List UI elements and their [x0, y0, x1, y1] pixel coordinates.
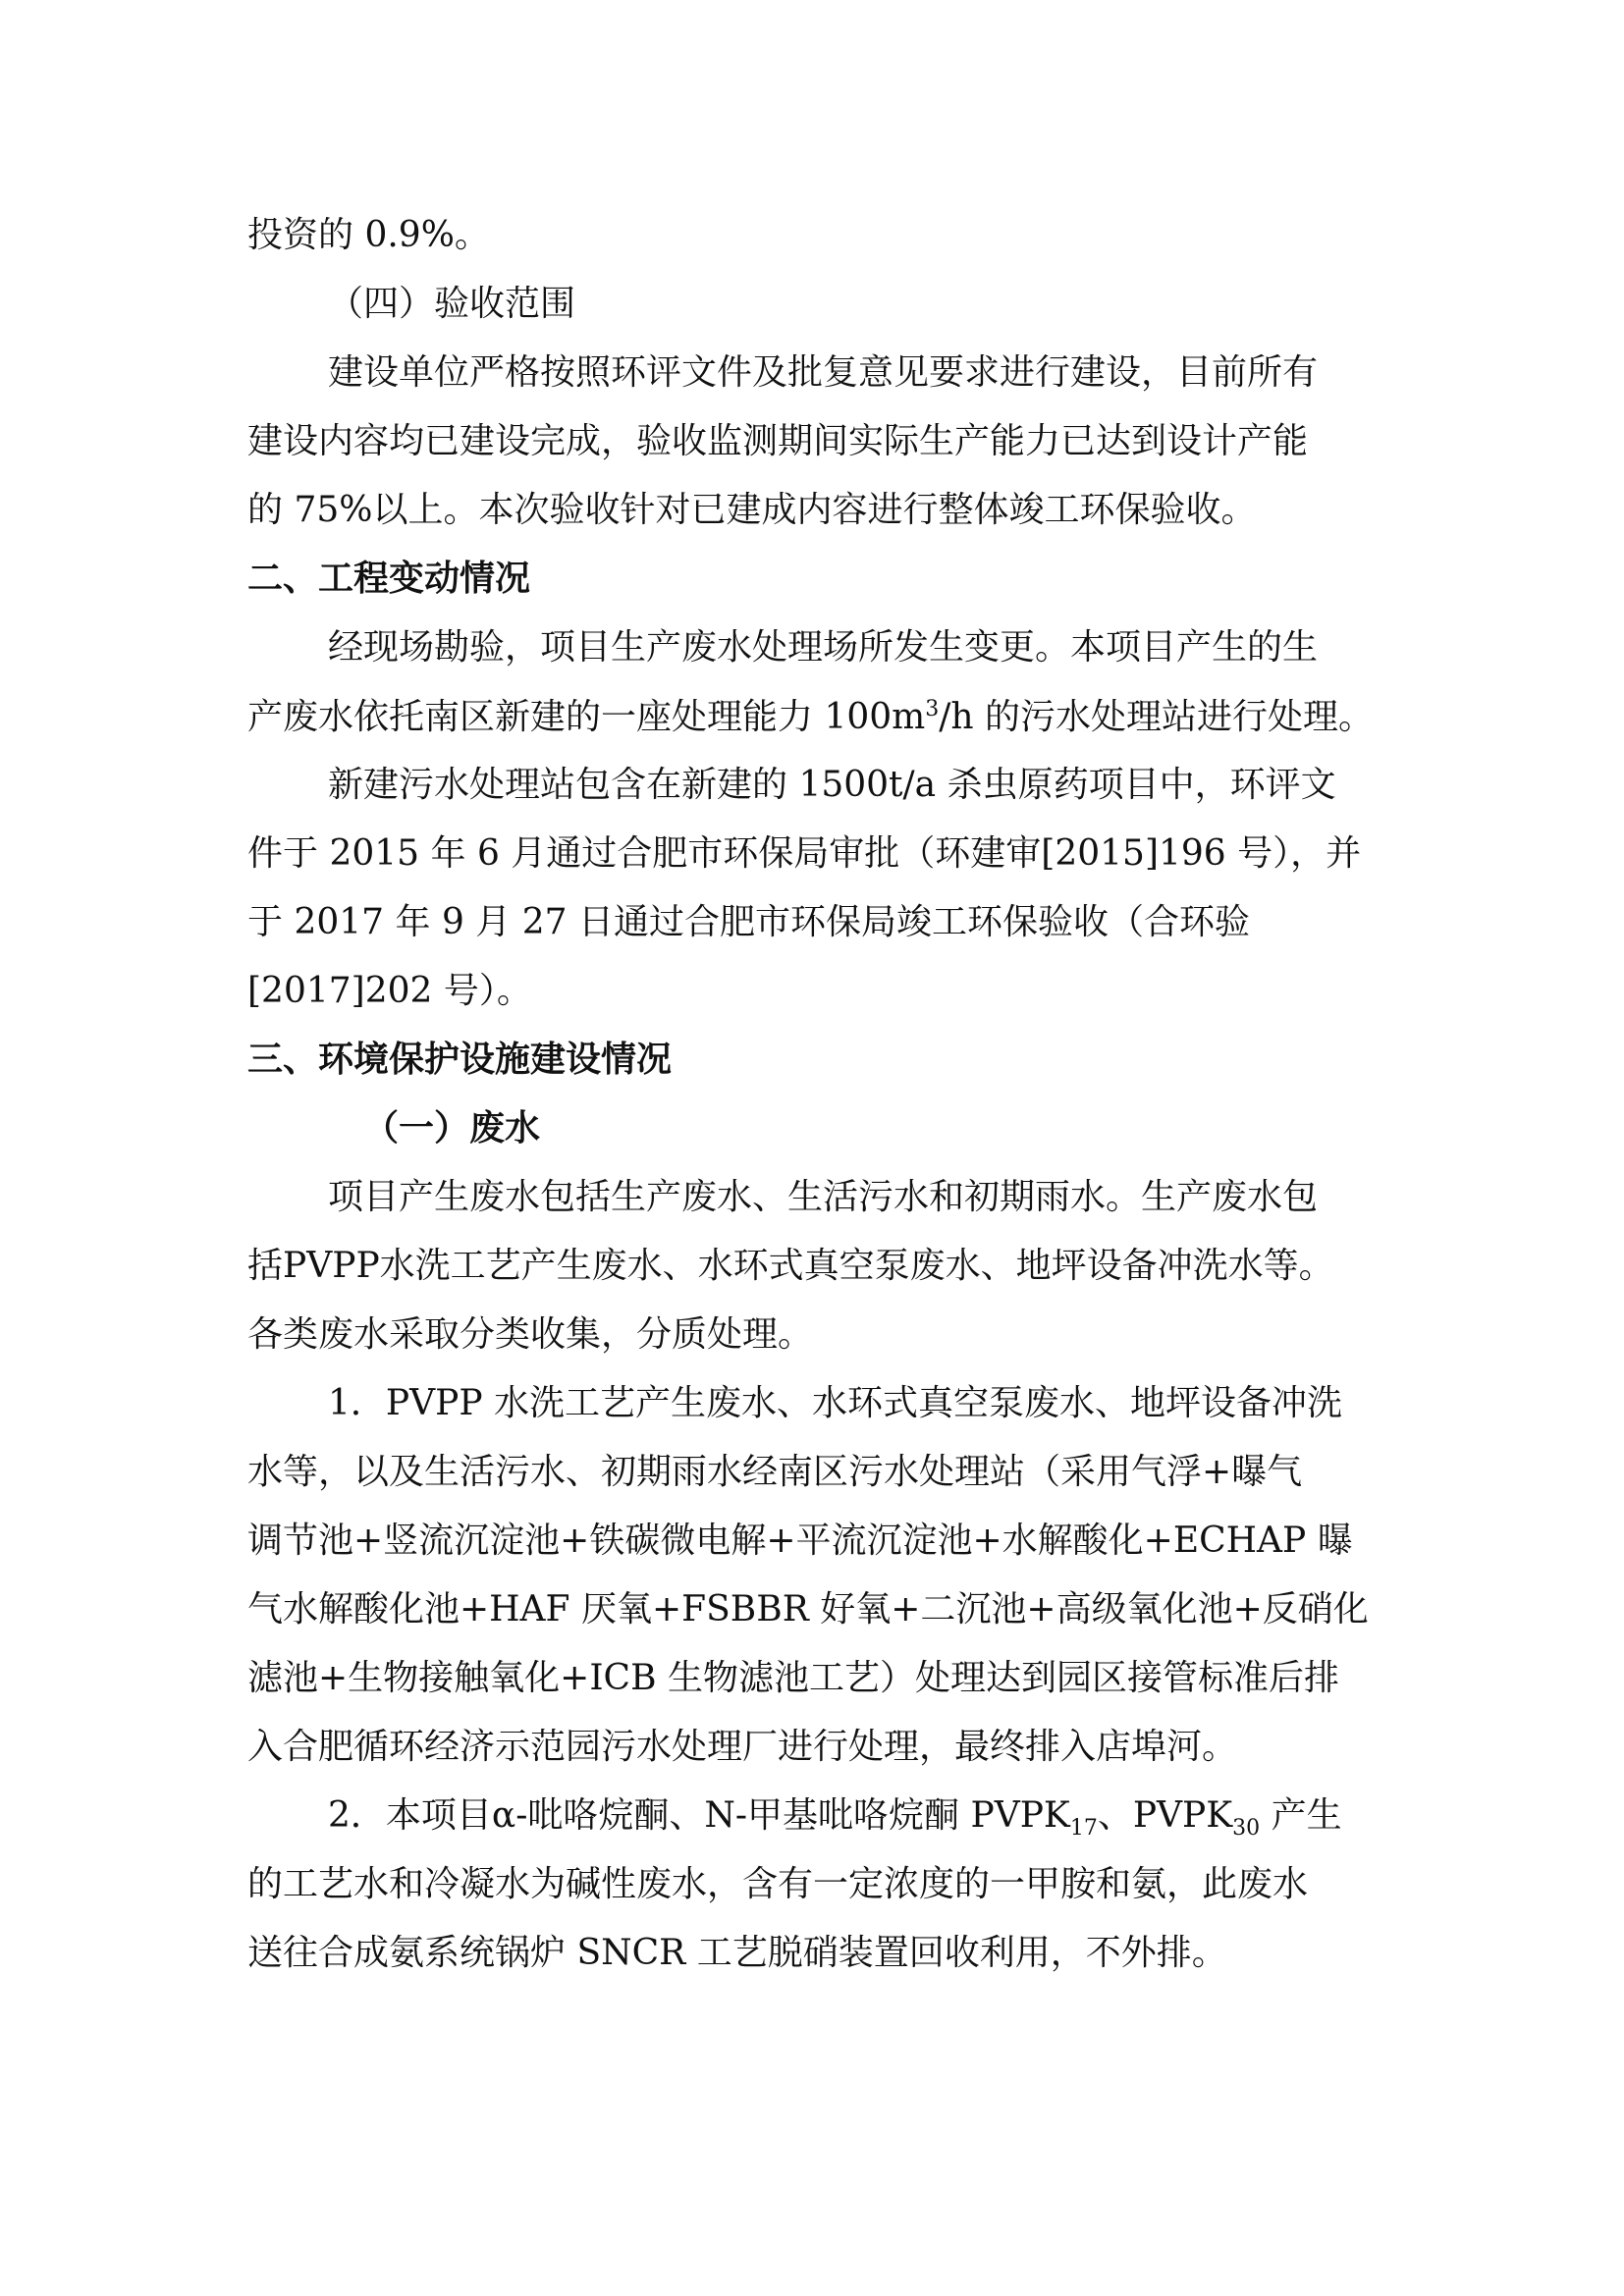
subscript: 17 — [1069, 1816, 1098, 1842]
text-run: /h 的污水处理站进行处理。 — [939, 697, 1375, 737]
superscript: 3 — [925, 697, 940, 721]
paragraph-line: 项目产生废水包括生产废水、生活污水和初期雨水。生产废水包 — [328, 1177, 1319, 1217]
paragraph-line: 入合肥循环经济示范园污水处理厂进行处理，最终排入店埠河。 — [247, 1727, 1238, 1767]
paragraph-line: 水等，以及生活污水、初期雨水经南区污水处理站（采用气浮+曝气 — [247, 1452, 1303, 1492]
subsection-heading: （四）验收范围 — [328, 284, 576, 324]
text-run: 产生 — [1260, 1795, 1342, 1836]
paragraph-line: 的 75%以上。本次验收针对已建成内容进行整体竣工环保验收。 — [247, 490, 1257, 530]
paragraph-line: 滤池+生物接触氧化+ICB 生物滤池工艺）处理达到园区接管标准后排 — [247, 1658, 1339, 1698]
paragraph-line — [328, 1795, 1342, 1842]
paragraph-line: 经现场勘验，项目生产废水处理场所发生变更。本项目产生的生 — [328, 627, 1319, 667]
paragraph-line: 1．PVPP 水洗工艺产生废水、水环式真空泵废水、地坪设备冲洗 — [328, 1383, 1343, 1423]
subsection-heading: （一）废水 — [363, 1108, 541, 1148]
paragraph-line: 调节池+竖流沉淀池+铁碳微电解+平流沉淀池+水解酸化+ECHAP 曝 — [247, 1521, 1353, 1561]
paragraph-line: 送往合成氨系统锅炉 SNCR 工艺脱硝装置回收利用，不外排。 — [247, 1933, 1227, 1973]
paragraph-line: 新建污水处理站包含在新建的 1500t/a 杀虫原药项目中，环评文 — [328, 765, 1336, 805]
paragraph-line: 投资的 0.9%。 — [247, 215, 490, 255]
paragraph-line: [2017]202 号）。 — [247, 971, 532, 1011]
paragraph-line: 各类废水采取分类收集，分质处理。 — [247, 1314, 814, 1355]
section-heading: 三、环境保护设施建设情况 — [247, 1040, 673, 1080]
paragraph-line — [247, 699, 1374, 735]
paragraph-line: 气水解酸化池+HAF 厌氧+FSBBR 好氧+二沉池+高级氧化池+反硝化 — [247, 1589, 1369, 1629]
section-heading: 二、工程变动情况 — [247, 559, 531, 599]
paragraph-line: 建设内容均已建设完成，验收监测期间实际生产能力已达到设计产能 — [247, 421, 1309, 461]
text-run: 、PVPK — [1097, 1795, 1233, 1836]
paragraph-line: 件于 2015 年 6 月通过合肥市环保局审批（环建审[2015]196 号），并 — [247, 833, 1362, 874]
paragraph-line: 于 2017 年 9 月 27 日通过合肥市环保局竣工环保验收（合环验 — [247, 902, 1250, 942]
text-run: 产废水依托南区新建的一座处理能力 100m — [247, 697, 926, 737]
text-run: 2．本项目α-吡咯烷酮、N-甲基吡咯烷酮 PVPK — [328, 1795, 1070, 1836]
subscript: 30 — [1232, 1816, 1261, 1842]
paragraph-line: 括PVPP水洗工艺产生废水、水环式真空泵废水、地坪设备冲洗水等。 — [247, 1246, 1334, 1286]
paragraph-line: 的工艺水和冷凝水为碱性废水，含有一定浓度的一甲胺和氨，此废水 — [247, 1864, 1309, 1904]
paragraph-line: 建设单位严格按照环评文件及批复意见要求进行建设，目前所有 — [328, 352, 1319, 393]
